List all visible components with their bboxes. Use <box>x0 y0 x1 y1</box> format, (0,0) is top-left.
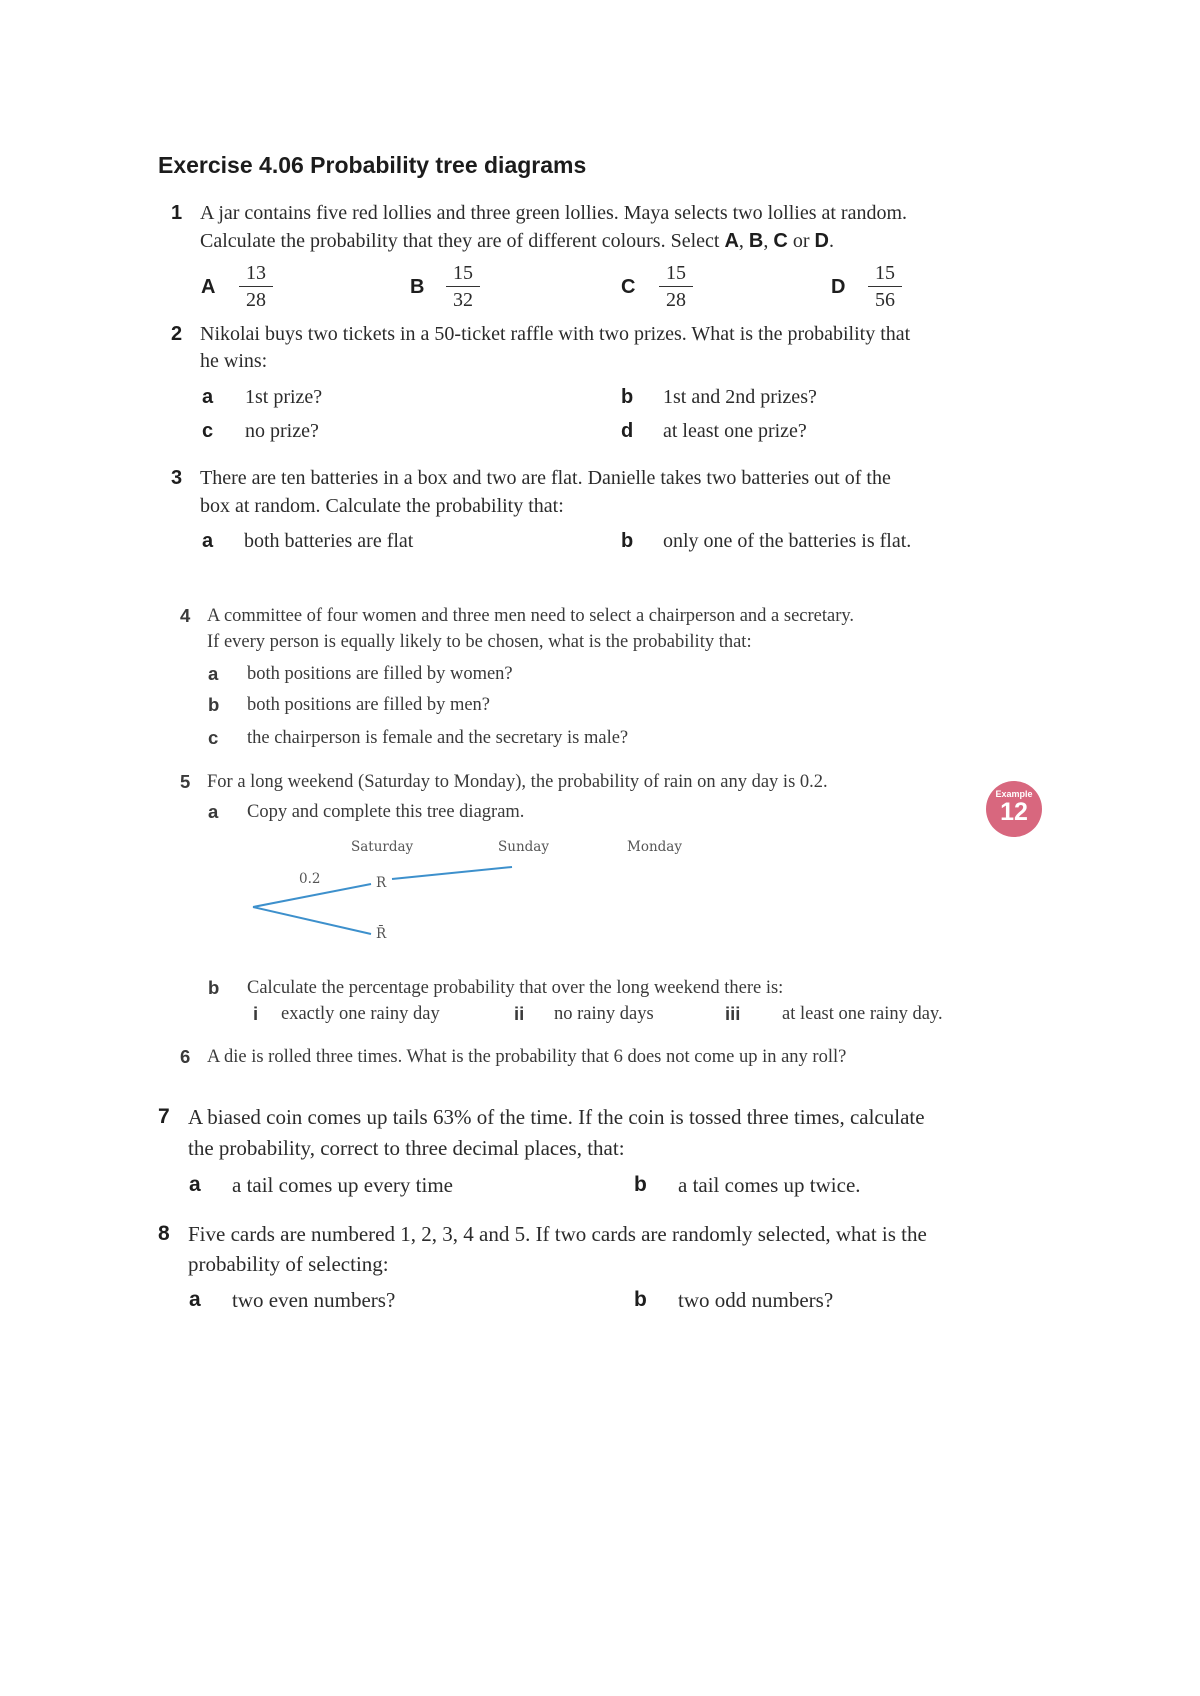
tree-branch-probability: 0.2 <box>299 871 321 887</box>
example-badge-label: Example <box>995 789 1033 799</box>
part-b-text: two odd numbers? <box>678 1288 834 1312</box>
separator: or <box>787 230 815 252</box>
part-b-text: only one of the batteries is flat. <box>663 530 912 552</box>
option-d-fraction <box>868 261 902 313</box>
part-b-label: b <box>634 1288 647 1311</box>
part-b-label: b <box>621 530 634 552</box>
subpart-iii-label: iii <box>725 1003 741 1024</box>
question-number: 2 <box>171 323 183 345</box>
question-number: 3 <box>171 467 183 489</box>
question-text-line-2 <box>200 229 834 253</box>
tree-day-sunday: Sunday <box>498 839 549 855</box>
separator: , <box>763 230 774 252</box>
question-text-line-2: he wins: <box>200 350 268 372</box>
question-text: Calculate the probability that they are of different colours. Select <box>200 230 725 252</box>
subpart-ii-label: ii <box>514 1003 525 1024</box>
denominator: 28 <box>666 289 686 311</box>
part-b-text: a tail comes up twice. <box>678 1173 861 1197</box>
numerator: 13 <box>239 261 273 287</box>
option-a-letter: A <box>201 276 216 298</box>
part-b-label: b <box>208 694 220 715</box>
part-c-label: c <box>202 420 214 442</box>
part-a-label: a <box>202 386 214 408</box>
part-a-text: Copy and complete this tree diagram. <box>247 802 525 822</box>
part-d-label: d <box>621 420 634 442</box>
numerator: 15 <box>446 261 480 287</box>
part-b-label: b <box>621 386 634 408</box>
part-a-label: a <box>202 530 214 552</box>
exercise-title: Exercise 4.06 Probability tree diagrams <box>158 152 587 178</box>
denominator: 56 <box>875 289 895 311</box>
denominator: 28 <box>246 289 266 311</box>
part-b-label: b <box>634 1173 647 1196</box>
part-b-text: 1st and 2nd prizes? <box>663 386 817 408</box>
question-text-line-1: A jar contains five red lollies and three green lollies. Maya selects two lollies at random. <box>200 202 908 224</box>
part-c-text: no prize? <box>245 420 319 442</box>
part-b-label: b <box>208 977 220 998</box>
select-letter: D <box>814 230 829 252</box>
tree-day-saturday: Saturday <box>351 839 414 855</box>
question-number: 4 <box>180 605 191 626</box>
separator: . <box>828 230 834 252</box>
option-c-fraction <box>659 261 693 313</box>
numerator: 15 <box>868 261 902 287</box>
select-letter: C <box>773 230 788 252</box>
subpart-ii-text: no rainy days <box>554 1004 654 1024</box>
question-text-line-1: A committee of four women and three men need to select a chairperson and a secretary. <box>207 606 855 626</box>
question-text-line-1: Nikolai buys two tickets in a 50-ticket raffle with two prizes. What is the probability that <box>200 323 911 345</box>
part-a-text: both positions are filled by women? <box>247 664 513 684</box>
part-d-text: at least one prize? <box>663 420 807 442</box>
example-badge <box>986 781 1042 837</box>
question-number: 6 <box>180 1046 191 1067</box>
option-b-fraction <box>446 261 480 313</box>
numerator: 15 <box>659 261 693 287</box>
subpart-iii-text: at least one rainy day. <box>782 1004 943 1024</box>
question-number: 7 <box>158 1105 170 1128</box>
part-a-text: a tail comes up every time <box>232 1173 454 1197</box>
option-a-fraction <box>239 261 273 313</box>
tree-outcome-no-rain: R̄ <box>376 926 387 942</box>
part-a-text: both batteries are flat <box>244 530 414 552</box>
select-letter: B <box>748 230 764 252</box>
part-b-text: Calculate the percentage probability that over the long weekend there is: <box>247 978 784 998</box>
example-badge-number: 12 <box>1000 798 1028 826</box>
subpart-i-label: i <box>253 1003 259 1024</box>
part-c-text: the chairperson is female and the secretary is male? <box>247 728 629 748</box>
tree-outcome-rain: R <box>376 875 387 891</box>
tree-branch-rain-sunday <box>392 867 512 879</box>
question-text-line-2: box at random. Calculate the probability that: <box>200 495 564 517</box>
part-a-label: a <box>208 801 219 822</box>
part-c-label: c <box>208 727 219 748</box>
question-number: 8 <box>158 1222 170 1245</box>
question-text-line-2: If every person is equally likely to be chosen, what is the probability that: <box>207 632 752 652</box>
separator: , <box>738 230 749 252</box>
tree-branch-rain <box>253 884 371 907</box>
subpart-i-text: exactly one rainy day <box>281 1004 440 1024</box>
part-a-label: a <box>189 1173 201 1196</box>
question-number: 5 <box>180 771 191 792</box>
select-letter: A <box>724 230 739 252</box>
denominator: 32 <box>453 289 473 311</box>
question-text: A die is rolled three times. What is the probability that 6 does not come up in any roll? <box>207 1047 847 1067</box>
question-text-line-2: probability of selecting: <box>188 1252 389 1276</box>
question-number: 1 <box>171 202 183 224</box>
question-text-line-2: the probability, correct to three decimal places, that: <box>188 1136 625 1160</box>
question-text-line-1: A biased coin comes up tails 63% of the time. If the coin is tossed three times, calculate <box>188 1105 925 1129</box>
part-a-text: 1st prize? <box>245 386 323 408</box>
part-a-label: a <box>189 1288 201 1311</box>
part-a-text: two even numbers? <box>232 1288 396 1312</box>
option-b-letter: B <box>410 276 425 298</box>
question-text-line-1: There are ten batteries in a box and two are flat. Danielle takes two batteries out of the <box>200 467 891 489</box>
tree-diagram <box>240 850 540 950</box>
part-b-text: both positions are filled by men? <box>247 695 491 715</box>
tree-day-monday: Monday <box>627 839 682 855</box>
question-text-line-1: Five cards are numbered 1, 2, 3, 4 and 5. If two cards are randomly selected, what is the <box>188 1222 927 1246</box>
tree-branch-no-rain <box>253 907 371 934</box>
part-a-label: a <box>208 663 219 684</box>
option-d-letter: D <box>831 276 846 298</box>
option-c-letter: C <box>621 276 636 298</box>
question-text: For a long weekend (Saturday to Monday), the probability of rain on any day is 0.2. <box>207 772 828 792</box>
